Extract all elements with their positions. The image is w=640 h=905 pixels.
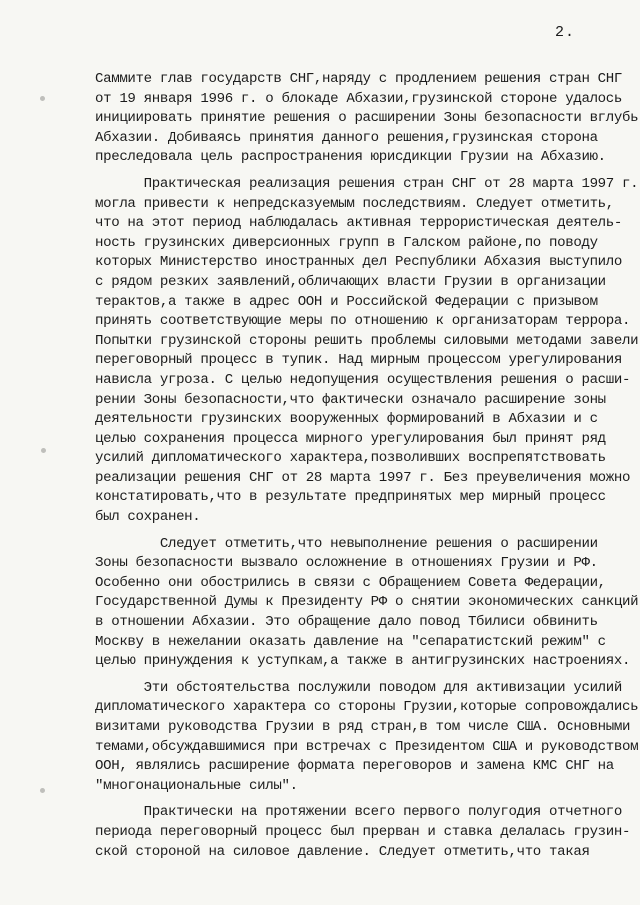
page-number: 2. [555,24,576,41]
paragraph [95,803,631,862]
text-line: дипломатического характера со стороны Грузии,которые сопровождались [95,699,639,716]
text-line: "многонациональные силы". [95,777,298,794]
punch-hole-mark [41,448,46,453]
document-body [95,70,639,862]
text-line: Абхазии. Добиваясь принятия данного решения,грузинская сторона [95,129,598,146]
text-line: ООН, являлись расширение формата переговоров и замена КМС СНГ на [95,758,614,775]
text-line: рении Зоны безопасности,что фактически означало расширение зоны [95,391,606,408]
paragraph [95,679,639,797]
text-line: Зоны безопасности вызвало осложнение в отношениях Грузии и РФ. [95,555,598,572]
text-line: Саммите глав государств СНГ,наряду с продлением решения стран СНГ [95,71,622,87]
text-line: в отношении Абхазии. Это обращение дало повод Тбилиси обвинить [95,614,598,631]
text-line: Следует отметить,что невыполнение решения о расширении [95,535,598,552]
text-line: констатировать,что в результате предпринятых мер мирный процесс [95,489,606,506]
text-line: нависла угроза. С целью недопущения осуществления решения о расши- [95,371,631,388]
text-line: преследовала цель распространения юрисдикции Грузии на Абхазию. [95,149,606,166]
text-line: Практически на протяжении всего первого полугодия отчетного [95,804,622,821]
text-line: инициировать принятие решения о расширении Зоны безопасности вглубь [95,110,639,127]
text-line: усилий дипломатического характера,позволивших воспрепятствовать [95,450,606,467]
text-line: ской стороной на силовое давление. Следует отметить,что такая [95,843,590,860]
paragraph [95,535,639,672]
text-line: целью принуждения к уступкам,а также в антигрузинских настроениях. [95,653,631,670]
paragraph [95,175,639,528]
text-line: с рядом резких заявлений,обличающих власти Грузии в организации [95,273,606,290]
text-line: Особенно они обострились в связи с Обращением Совета Федерации, [95,574,606,591]
text-line: которых Министерство иностранных дел Республики Абхазия выступило [95,254,622,271]
text-line: Практическая реализация решения стран СНГ от 28 марта 1997 г. [95,175,639,192]
text-line: могла привести к непредсказуемым последствиям. Следует отметить, [95,195,614,212]
text-line: целью сохранения процесса мирного урегулирования был принят ряд [95,430,606,447]
text-line: принять соответствующие меры по отношению к организаторам террора. [95,313,631,330]
text-line: реализации решения СНГ от 28 марта 1997 г. Без преувеличения можно [95,469,631,486]
text-line: Попытки грузинской стороны решить проблемы силовыми методами завели [95,332,639,349]
text-line: Государственной Думы к Президенту РФ о снятии экономических санкций [95,594,639,611]
text-line: деятельности грузинских вооруженных формирований в Абхазии и с [95,411,598,428]
text-line: ность грузинских диверсионных групп в Галском районе,по поводу [95,234,598,251]
text-line: переговорный процесс в тупик. Над мирным процессом урегулирования [95,352,622,369]
text-line: Москву в нежелании оказать давление на "сепаратистский режим" с [95,633,606,650]
text-line: визитами руководства Грузии в ряд стран,в том числе США. Основными [95,719,631,735]
text-line: темами,обсуждавшимися при встречах с Президентом США и руководством [95,738,639,755]
paragraph [95,70,639,168]
text-line: терактов,а также в адрес ООН и Российской Федерации с призывом [95,293,598,310]
text-line: что на этот период наблюдалась активная террористическая деятель- [95,215,622,232]
text-line: от 19 января 1996 г. о блокаде Абхазии,грузинской стороне удалось [95,90,622,107]
text-line: был сохранен. [95,509,201,526]
text-line: периода переговорный процесс был прерван и ставка делалась грузин- [95,823,631,840]
text-line: Эти обстоятельства послужили поводом для активизации усилий [95,679,622,696]
punch-hole-mark [40,96,45,101]
punch-hole-mark [40,788,45,793]
